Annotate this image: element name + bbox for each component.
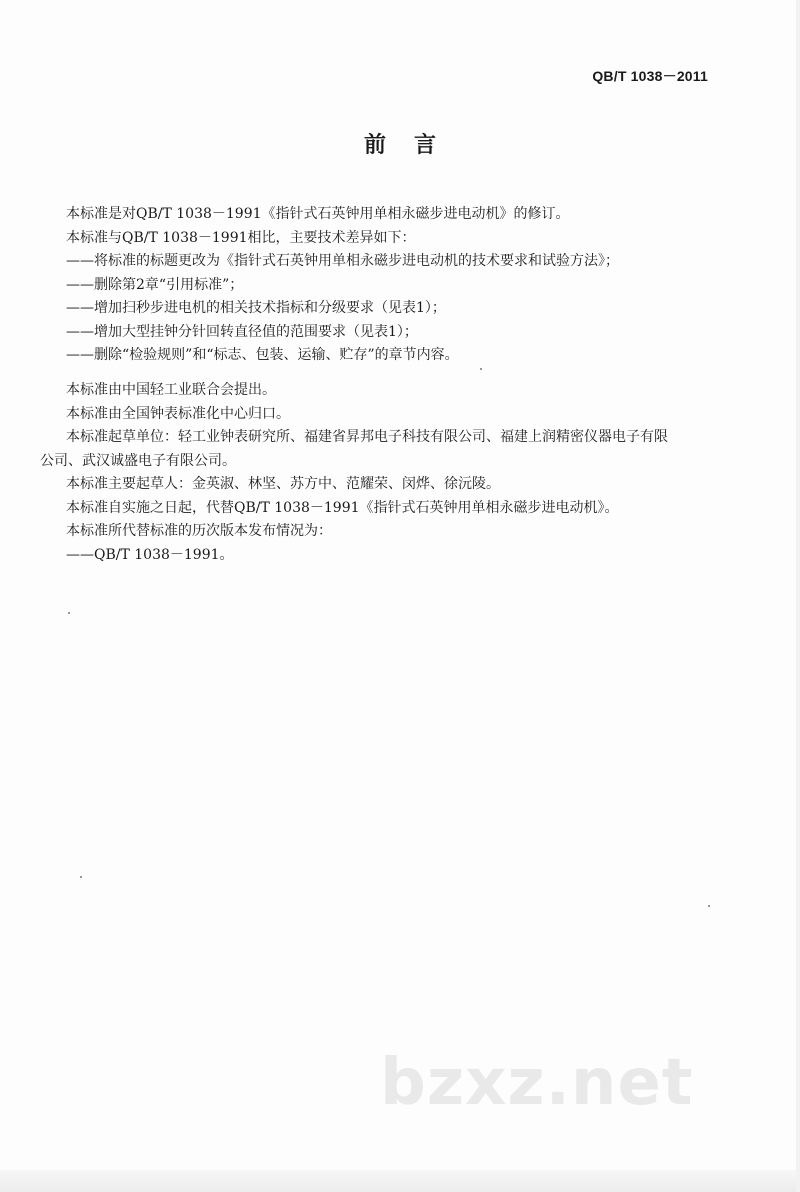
history-item: ——QB/T 1038－1991。 <box>66 546 234 563</box>
drafting-units: 本标准起草单位：轻工业钟表研究所、福建省昇邦电子科技有限公司、福建上润精密仪器电子有限 <box>66 429 668 445</box>
difference-item: ——增加扫秒步进电机的相关技术指标和分级要求（见表1）； <box>66 300 446 316</box>
difference-item: ——删除第2章“引用标准”； <box>66 276 244 293</box>
standard-info <box>40 379 706 567</box>
drafting-units-continued: 公司、武汉诚盛电子有限公司。 <box>40 452 236 469</box>
standard-code: QB/T 1038－2011 <box>592 68 708 84</box>
page-right-edge <box>796 0 800 1192</box>
replacement-statement: 本标准自实施之日起，代替QB/T 1038－1991《指针式石英钟用单相永磁步进电动机》。 <box>66 499 619 516</box>
section-title: 前言 <box>363 133 464 158</box>
history-intro: 本标准所代替标准的历次版本发布情况为： <box>66 523 332 539</box>
watermark: bzxz.net <box>380 1046 694 1120</box>
proposed-by: 本标准由中国轻工业联合会提出。 <box>66 382 276 398</box>
centralized-by: 本标准由全国钟表标准化中心归口。 <box>66 405 290 422</box>
scan-speck <box>80 876 82 878</box>
difference-item: ——将标准的标题更改为《指针式石英钟用单相永磁步进电动机的技术要求和试验方法》； <box>66 253 619 269</box>
scan-speck <box>708 905 710 907</box>
revision-summary <box>66 203 706 368</box>
differences-intro: 本标准与QB/T 1038－1991相比，主要技术差异如下： <box>66 229 416 246</box>
main-drafters: 本标准主要起草人：金英淑、林坚、苏方中、范耀荣、闵烨、徐沅陵。 <box>66 476 500 492</box>
revision-statement: 本标准是对QB/T 1038－1991《指针式石英钟用单相永磁步进电动机》的修订。 <box>66 206 570 222</box>
difference-item: ——删除“检验规则”和“标志、包装、运输、贮存”的章节内容。 <box>66 347 459 363</box>
difference-item: ——增加大型挂钟分针回转直径值的范围要求（见表1）； <box>66 323 418 340</box>
page-bottom-edge <box>0 1170 800 1192</box>
scan-speck <box>68 612 70 614</box>
scan-speck <box>480 368 482 370</box>
